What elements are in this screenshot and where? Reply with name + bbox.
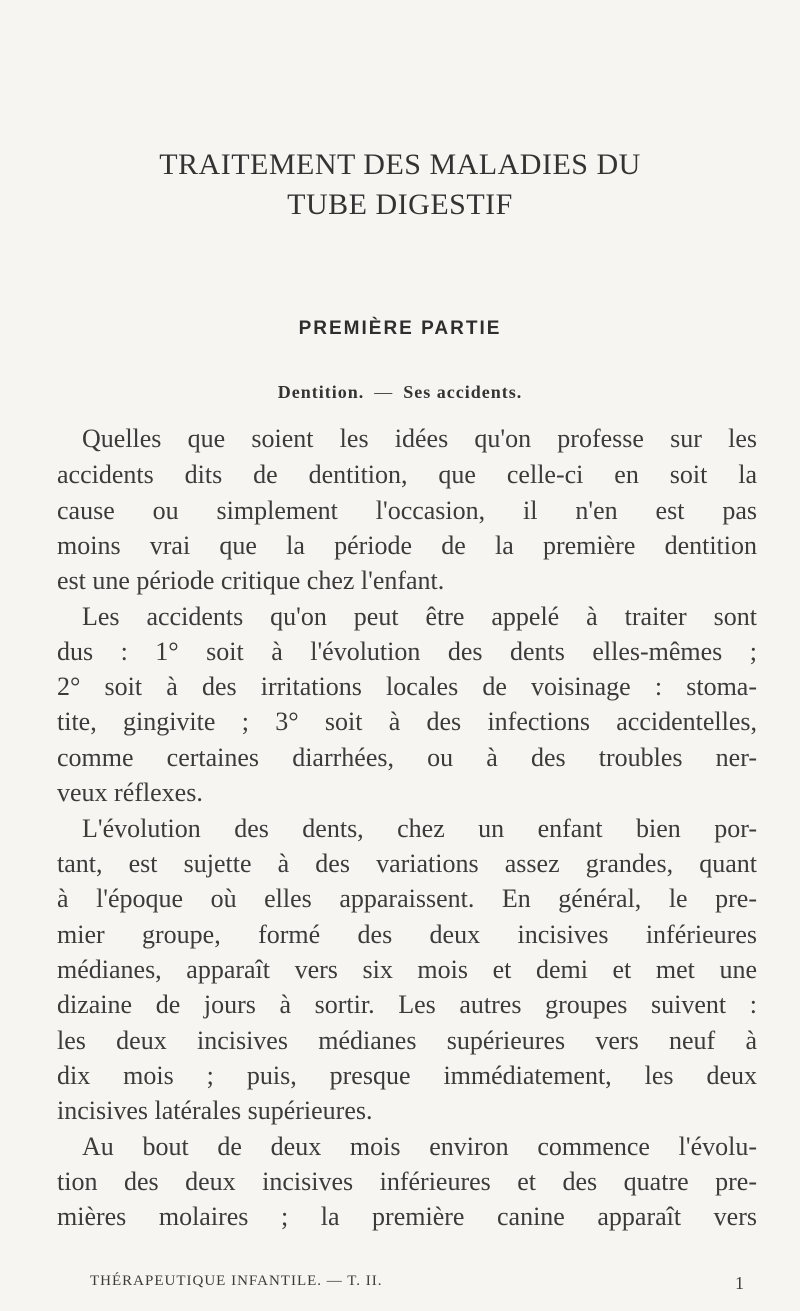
part-heading: PREMIÈRE PARTIE [298, 318, 502, 339]
text-line: dix mois ; puis, presque immédiatement, les deux [57, 1061, 757, 1090]
text-line: incisives latérales supérieures. [57, 1096, 373, 1125]
text-line: cause ou simplement l'occasion, il n'en est pas [57, 496, 757, 525]
section-heading-left: Dentition. [277, 382, 365, 402]
text-line: est une période critique chez l'enfant. [57, 566, 445, 595]
text-line: comme certaines diarrhées, ou à des troubles ner- [57, 743, 757, 772]
section-heading-separator: — [374, 382, 394, 402]
text-line: tion des deux incisives inférieures et des quatre pre- [57, 1167, 757, 1196]
text-line: moins vrai que la période de la première dentition [57, 531, 757, 560]
text-line: à l'époque où elles apparaissent. En général, le pre- [57, 884, 757, 913]
text-line: dizaine de jours à sortir. Les autres groupes suivent : [57, 990, 757, 1019]
text-line: veux réflexes. [57, 778, 203, 807]
text-line: mières molaires ; la première canine apparaît vers [57, 1202, 757, 1231]
title-line-1: TRAITEMENT DES MALADIES DU [159, 148, 641, 181]
text-line: L'évolution des dents, chez un enfant bien por- [82, 814, 757, 843]
section-heading-right: Ses accidents. [403, 382, 523, 402]
page-footer [90, 1273, 745, 1293]
signature-mark: 1 [735, 1273, 745, 1293]
text-line: tite, gingivite ; 3° soit à des infections accidentelles, [57, 707, 757, 736]
title-line-2: TUBE DIGESTIF [287, 188, 513, 221]
section-heading [70, 382, 730, 403]
text-line: 2° soit à des irritations locales de voisinage : stoma- [57, 672, 757, 701]
text-line: médianes, apparaît vers six mois et demi et met une [57, 955, 757, 984]
text-line: mier groupe, formé des deux incisives inférieures [57, 920, 757, 949]
text-line: Quelles que soient les idées qu'on professe sur les [82, 424, 757, 453]
text-line: Les accidents qu'on peut être appelé à traiter sont [82, 602, 757, 631]
text-line: Au bout de deux mois environ commence l'évolu- [82, 1132, 757, 1161]
text-line: dus : 1° soit à l'évolution des dents elles-mêmes ; [57, 637, 757, 666]
text-line: accidents dits de dentition, que celle-ci en soit la [57, 460, 757, 489]
running-title: THÉRAPEUTIQUE INFANTILE. — T. II. [90, 1273, 383, 1289]
text-line: les deux incisives médianes supérieures vers neuf à [57, 1026, 757, 1055]
text-line: tant, est sujette à des variations assez grandes, quant [57, 849, 757, 878]
